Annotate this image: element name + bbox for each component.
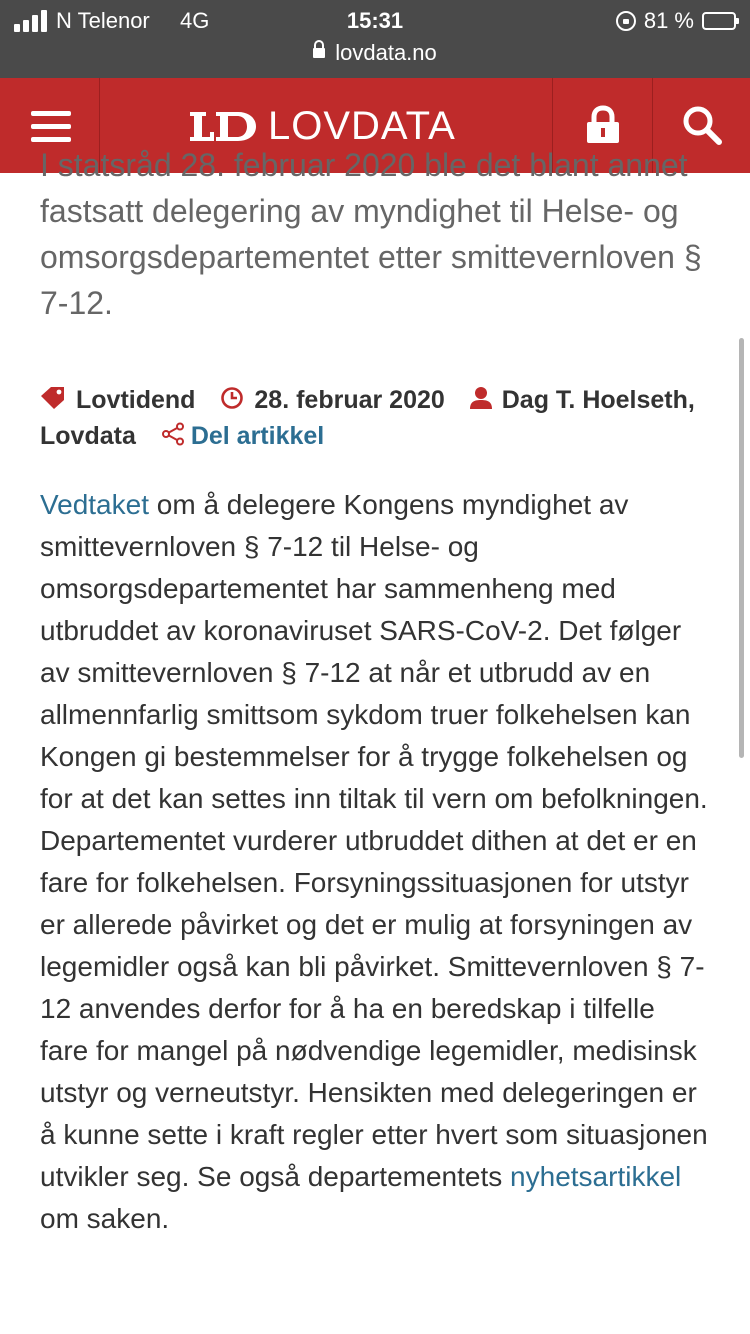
user-icon: [470, 386, 492, 410]
share-article-link[interactable]: [161, 422, 324, 450]
clock: 15:31: [346, 8, 404, 33]
status-bar: [0, 0, 750, 78]
meta-date: [220, 386, 451, 414]
address-bar[interactable]: [0, 40, 750, 66]
search-icon: [681, 104, 723, 146]
article-intro: I statsråd 28. februar 2020 ble det blant annet fastsatt delegering av myndighet til Helse- og omsorgsdepartementet etter smittevernloven § 7-12.: [40, 147, 702, 321]
article: [40, 147, 710, 1240]
url-text: lovdata.no: [335, 40, 437, 65]
meta-source[interactable]: [40, 386, 202, 414]
rotation-lock-icon: [616, 11, 636, 31]
article-meta: [40, 382, 710, 454]
network-type: 4G: [180, 8, 210, 33]
lock-icon: [313, 48, 325, 58]
padlock-icon: [583, 105, 623, 145]
hamburger-icon: [31, 111, 71, 143]
logo-text: LOVDATA: [268, 103, 456, 148]
meta-date-label: 28. februar 2020: [254, 386, 445, 414]
vedtaket-link[interactable]: Vedtaket: [40, 489, 149, 520]
carrier-name: N Telenor: [56, 8, 150, 33]
article-intro-container: [40, 147, 710, 345]
lovdata-logo-mark: [186, 106, 258, 146]
article-body-text-2: om saken.: [40, 1203, 170, 1234]
meta-source-label: Lovtidend: [76, 386, 196, 414]
tag-icon: [40, 386, 66, 410]
news-article-link[interactable]: nyhetsartikkel: [510, 1161, 682, 1192]
share-icon: [161, 422, 185, 446]
meta-author-label: Dag T. Hoelseth, Lovdata: [40, 386, 695, 450]
battery-percent: 81 %: [643, 8, 694, 33]
article-body: [40, 484, 710, 1240]
scrollbar[interactable]: [739, 338, 744, 758]
article-body-text-1: om å delegere Kongens myndighet av smittevernloven § 7-12 til Helse- og omsorgsdepartementet har sammenheng med utbruddet av koronaviruset SARS-CoV-2. Det følger av smittevernloven § 7-12 at når et utbrudd av en allmennfarlig smittsom sykdom truer folkehelsen kan Kongen gi bestemmelser for å trygge folkehelsen og for at det kan settes inn tiltak til vern om befolkningen. Departementet vurderer utbruddet dithen at det er en fare for folkehelsen. Forsyningssituasjonen for utstyr er allerede påvirket og det er mulig at forsyningen av legemidler også kan bli påvirket. Smittevernloven § 7-12 anvendes derfor for å ha en beredskap i tilfelle fare for mangel på nødvendige legemidler, medisinsk utstyr og verneutstyr. Hensikten med delegeringen er å kunne sette i kraft regler etter hvert som situasjonen utvikler seg. Se også departementets: [40, 489, 708, 1192]
battery-icon: [702, 12, 736, 30]
clock-icon: [220, 386, 244, 410]
share-article-label: Del artikkel: [190, 422, 325, 450]
